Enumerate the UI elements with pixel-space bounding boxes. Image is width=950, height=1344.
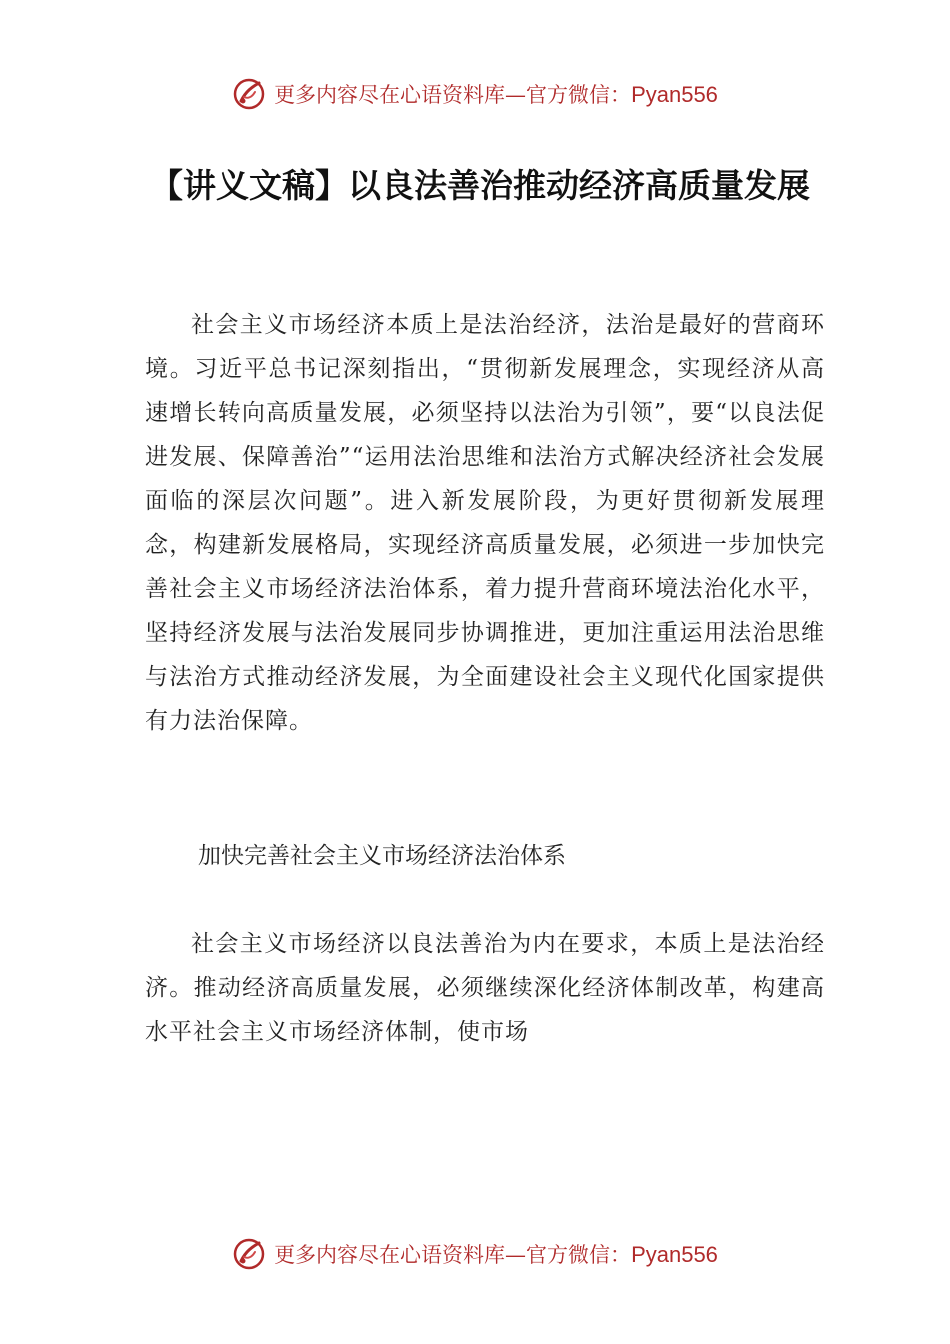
section-heading: 加快完善社会主义市场经济法治体系	[198, 843, 566, 869]
banner-text	[274, 1239, 718, 1269]
banner-label: 更多内容尽在心语资料库—官方微信：	[274, 1243, 632, 1267]
wechat-id: Pyan556	[631, 1242, 718, 1267]
paragraph-1: 社会主义市场经济本质上是法治经济，法治是最好的营商环境。习近平总书记深刻指出，“贯彻新发展理念，实现经济从高速增长转向高质量发展，必须坚持以法治为引领”，要“以良法促进发展、保障善治”“运用法治思维和法治方式解决经济社会发展面临的深层次问题”。进入新发展阶段，为更好贯彻新发展理念，构建新发展格局，实现经济高质量发展，必须进一步加快完善社会主义市场经济法治体系，着力提升营商环境法治化水平，坚持经济发展与法治发展同步协调推进，更加注重运用法治思维与法治方式推动经济发展，为全面建设社会主义现代化国家提供有力法治保障。	[145, 312, 825, 734]
banner-text	[274, 79, 718, 109]
footer-banner	[0, 1230, 950, 1278]
brush-logo-icon	[232, 1237, 266, 1271]
brush-logo-icon	[232, 77, 266, 111]
paragraph-2: 社会主义市场经济以良法善治为内在要求，本质上是法治经济。推动经济高质量发展，必须继续深化经济体制改革，构建高水平社会主义市场经济体制，使市场	[145, 931, 825, 1045]
header-banner	[0, 70, 950, 118]
page-title: 【讲义文稿】以良法善治推动经济高质量发展	[150, 166, 810, 205]
banner-label: 更多内容尽在心语资料库—官方微信：	[274, 83, 632, 107]
wechat-id: Pyan556	[631, 82, 718, 107]
